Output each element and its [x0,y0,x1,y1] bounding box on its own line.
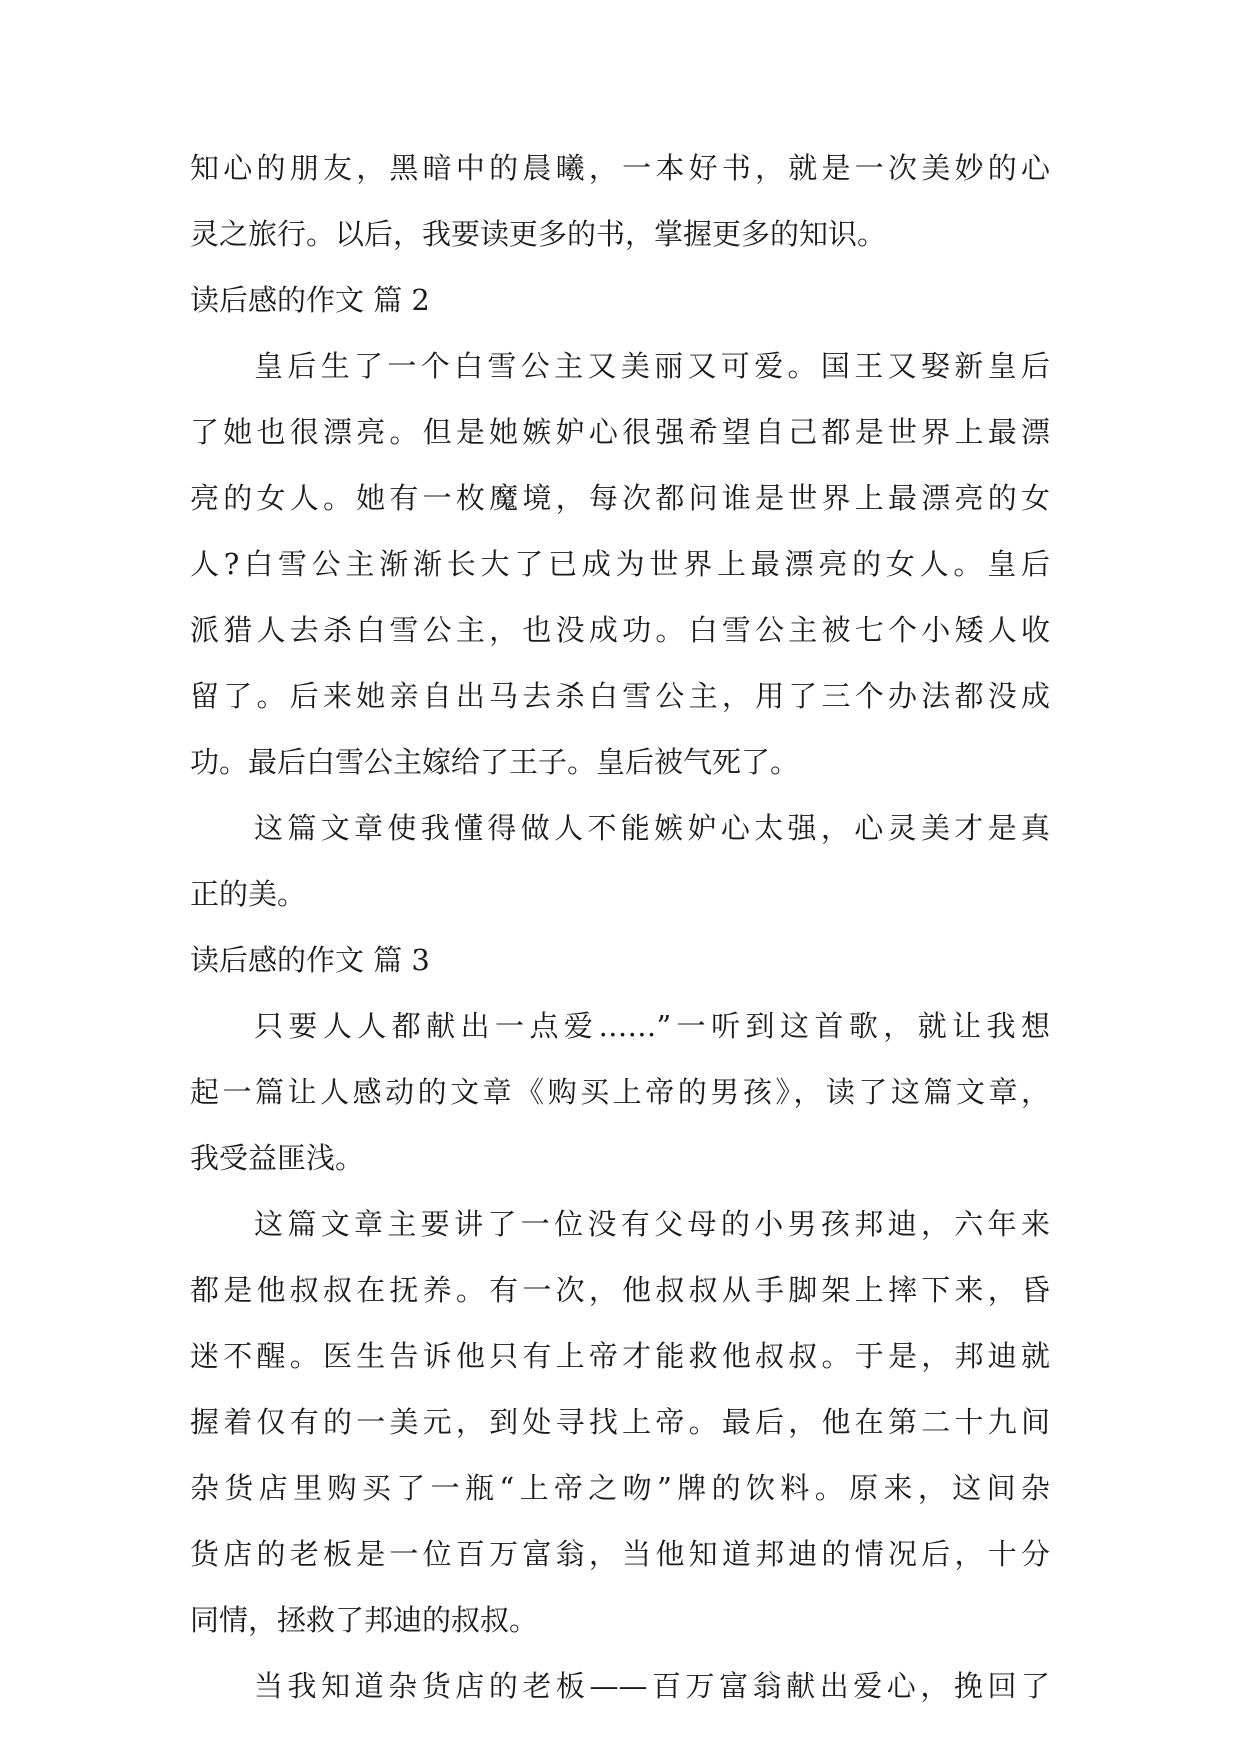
text-line: 亮的女人。她有一枚魔境，每次都问谁是世界上最漂亮的女 [190,481,1050,515]
paragraph-start: 这篇文章使我懂得做人不能嫉妒心太强，心灵美才是真 [254,811,1050,845]
text-line: 货店的老板是一位百万富翁，当他知道邦迪的情况后，十分 [190,1537,1050,1571]
paragraph-start: 皇后生了一个白雪公主又美丽又可爱。国王又娶新皇后 [254,349,1050,383]
text-line: 同情，拯救了邦迪的叔叔。 [190,1603,539,1637]
text-line: 知心的朋友，黑暗中的晨曦，一本好书，就是一次美妙的心 [190,151,1050,185]
text-line: 派猎人去杀白雪公主，也没成功。白雪公主被七个小矮人收 [190,613,1050,647]
text-line: 起一篇让人感动的文章《购买上帝的男孩》，读了这篇文章， [190,1075,1050,1109]
text-line: 灵之旅行。以后，我要读更多的书，掌握更多的知识。 [190,217,887,251]
text-line: 功。最后白雪公主嫁给了王子。皇后被气死了。 [190,745,800,779]
text-line: 正的美。 [190,877,307,911]
text-line: 迷不醒。医生告诉他只有上帝才能救他叔叔。于是，邦迪就 [190,1339,1050,1373]
paragraph-start: 这篇文章主要讲了一位没有父母的小男孩邦迪，六年来 [254,1207,1050,1241]
text-line: 了她也很漂亮。但是她嫉妒心很强希望自己都是世界上最漂 [190,415,1050,449]
text-line: 杂货店里购买了一瓶“上帝之吻”牌的饮料。原来，这间杂 [190,1471,1050,1505]
text-line: 人?白雪公主渐渐长大了已成为世界上最漂亮的女人。皇后 [190,547,1050,581]
paragraph-start: 当我知道杂货店的老板——百万富翁献出爱心，挽回了 [254,1669,1050,1703]
paragraph-start: 只要人人都献出一点爱……”一听到这首歌，就让我想 [254,1009,1050,1043]
text-line: 握着仅有的一美元，到处寻找上帝。最后，他在第二十九间 [190,1405,1050,1439]
section-heading: 读后感的作文 篇 2 [190,283,430,317]
text-line: 我受益匪浅。 [190,1141,365,1175]
section-heading: 读后感的作文 篇 3 [190,943,430,977]
text-line: 都是他叔叔在抚养。有一次，他叔叔从手脚架上摔下来，昏 [190,1273,1050,1307]
text-line: 留了。后来她亲自出马去杀白雪公主，用了三个办法都没成 [190,679,1050,713]
